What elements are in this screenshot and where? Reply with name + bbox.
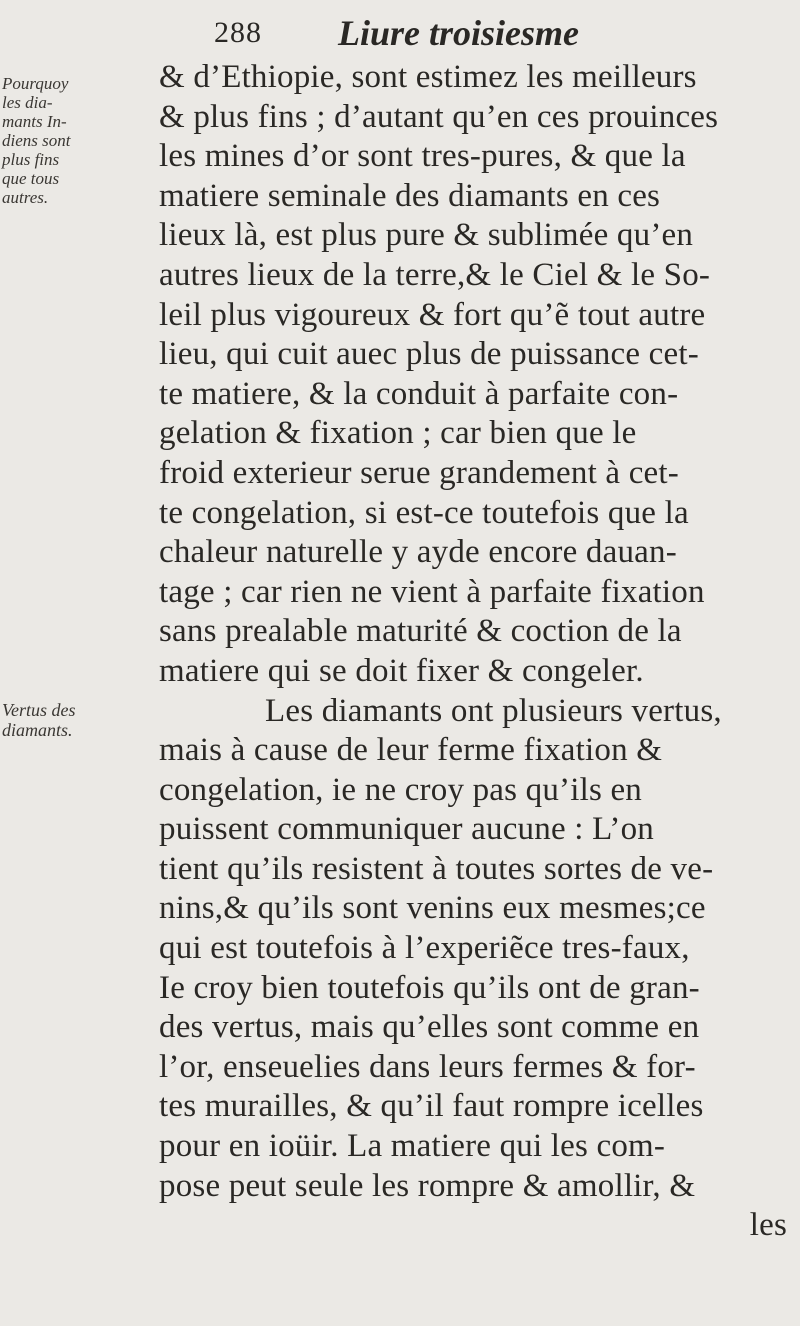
text-line: congelation, ie ne croy pas qu’ils en [159, 771, 642, 808]
margin-note-line: Vertus des [2, 700, 76, 720]
text-line: tient qu’ils resistent à toutes sortes de ve- [159, 850, 714, 887]
text-line: Les diamants ont plusieurs vertus, [265, 692, 722, 729]
text-line: & d’Ethiopie, sont estimez les meilleurs [159, 59, 697, 95]
text-line: matiere qui se doit fixer & congeler. [159, 652, 644, 689]
margin-note-line: les dia- [2, 93, 53, 112]
text-line: tes murailles, & qu’il faut rompre icelles [159, 1088, 704, 1125]
margin-note-line: diamants. [2, 720, 73, 740]
margin-note-line: autres. [2, 188, 49, 207]
margin-note-why-indian-diamonds [2, 74, 152, 207]
body-text [159, 58, 799, 1246]
text-line: lieux là, est plus pure & sublimée qu’en [159, 217, 694, 254]
text-line: autres lieux de la terre,& le Ciel & le So- [159, 256, 711, 293]
text-line: puissent communiquer aucune : L’on [159, 811, 654, 848]
catchword: les [749, 1207, 787, 1244]
margin-note-virtues [2, 700, 152, 740]
text-line: pour en ioüir. La matiere qui les com- [159, 1128, 666, 1165]
text-line: mais à cause de leur ferme fixation & [159, 732, 663, 769]
page-header [0, 8, 800, 58]
margin-note-line: Pourquoy [2, 74, 69, 93]
text-line: sans prealable maturité & coction de la [159, 613, 682, 650]
text-line: qui est toutefois à l’experiẽce tres-faux, [159, 930, 690, 967]
text-line: nins,& qu’ils sont venins eux mesmes;ce [159, 890, 706, 927]
text-line: & plus fins ; d’autant qu’en ces prouinces [159, 98, 719, 135]
text-line: chaleur naturelle y ayde encore dauan- [159, 534, 677, 571]
text-line: l’or, enseuelies dans leurs fermes & for- [159, 1048, 696, 1085]
text-line: gelation & fixation ; car bien que le [159, 415, 637, 452]
text-line: matiere seminale des diamants en ces [159, 177, 661, 214]
margin-note-line: plus fins [2, 150, 60, 169]
text-line: lieu, qui cuit auec plus de puissance cet- [159, 336, 699, 373]
margin-note-line: diens sont [2, 131, 71, 150]
margin-note-line: mants In- [2, 112, 67, 131]
text-line: des vertus, mais qu’elles sont comme en [159, 1009, 700, 1046]
text-line: tage ; car rien ne vient à parfaite fixation [159, 573, 705, 610]
text-line: pose peut seule les rompre & amollir, & [159, 1167, 696, 1204]
text-line: froid exterieur serue grandement à cet- [159, 454, 679, 491]
page-number: 288 [214, 16, 262, 49]
text-line: leil plus vigoureux & fort qu’ẽ tout autre [159, 296, 706, 333]
margin-note-line: que tous [2, 169, 60, 188]
text-line: te matiere, & la conduit à parfaite con- [159, 375, 679, 412]
text-line: te congelation, si est-ce toutefois que la [159, 494, 689, 531]
text-line: les mines d’or sont tres-pures, & que la [159, 138, 686, 175]
text-line: Ie croy bien toutefois qu’ils ont de gran- [159, 969, 700, 1006]
running-title: Liure troisiesme [338, 13, 579, 53]
